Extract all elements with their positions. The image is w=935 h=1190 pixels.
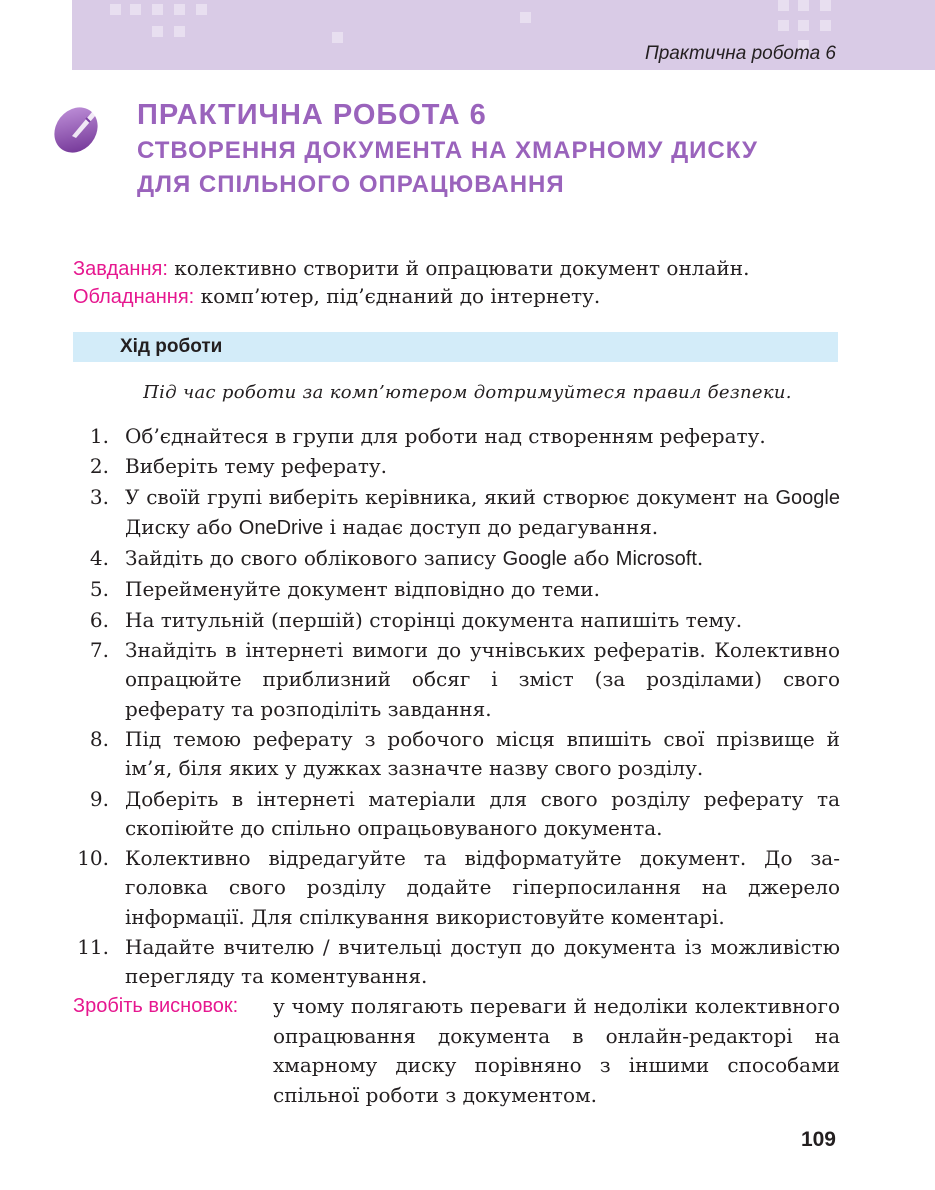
- decor-square: [820, 0, 831, 11]
- list-item: 5. Перейменуйте документ відповідно до теми.: [89, 577, 600, 602]
- list-item: 7. Знайдіть в інтернеті вимоги до учнівських рефератів. Колективно опрацюйте приблизний обсяг і зміст (за розділами) свого реферату та розподіліть завдання.: [89, 638, 840, 721]
- task-line: [73, 254, 749, 283]
- decor-square: [174, 4, 185, 15]
- decor-square: [778, 20, 789, 31]
- decor-square: [520, 12, 531, 23]
- practical-work-title: ПРАКТИЧНА РОБОТА 6: [137, 99, 487, 131]
- decor-square: [820, 20, 831, 31]
- decor-square: [798, 20, 809, 31]
- progress-heading: Хід роботи: [120, 336, 223, 357]
- list-item: 6. На титульній (першій) сторінці документа напишіть тему.: [89, 607, 743, 632]
- decor-square: [798, 0, 809, 11]
- decor-square: [152, 4, 163, 15]
- task-label: Завдання:: [73, 258, 168, 280]
- list-item: 3. У своїй групі виберіть керівника, який створює документ на Google Диску або OneDrive і надає доступ до редагування.: [89, 484, 840, 539]
- conclusion-label: Зробіть висновок:: [73, 995, 239, 1017]
- practical-work-subtitle-line2: ДЛЯ СПІЛЬНОГО ОПРАЦЮВАННЯ: [137, 171, 565, 198]
- page-number: 109: [800, 1128, 836, 1151]
- decor-square: [196, 4, 207, 15]
- equipment-label: Обладнання:: [73, 286, 195, 308]
- list-item: 10. Колективно відредагуйте та відформатуйте документ. До заголовка свого розділу додайте гіперпосилання на джерело інформації. Для спілкування використовуйте коментарі.: [77, 846, 840, 929]
- decor-square: [174, 26, 185, 37]
- practical-work-subtitle-line1: СТВОРЕННЯ ДОКУМЕНТА НА ХМАРНОМУ ДИСКУ: [137, 137, 758, 164]
- decor-square: [332, 32, 343, 43]
- decor-square: [110, 4, 121, 15]
- list-item: 8. Під темою реферату з робочого місця впишіть свої прізвище й ім’я, біля яких у дужках зазначте назву свого розділу.: [89, 726, 840, 781]
- list-item: 4. Зайдіть до свого облікового запису Google або Microsoft.: [89, 546, 704, 571]
- equipment-text: комп’ютер, під’єднаний до інтернету.: [194, 284, 601, 308]
- pencil-mouse-icon: [50, 96, 106, 156]
- task-text: колективно створити й опрацювати документ онлайн.: [167, 256, 750, 280]
- decor-square: [152, 26, 163, 37]
- decor-square: [778, 0, 789, 11]
- progress-heading-bar: [73, 332, 838, 362]
- equipment-line: [73, 282, 600, 311]
- steps-list: [73, 422, 840, 993]
- list-item: 1. Об’єднайтеся в групи для роботи над створенням реферату.: [89, 424, 766, 448]
- list-item: 9. Доберіть в інтернеті матеріали для свого розділу реферату та скопіюйте до спільно опрацьовуваного документа.: [89, 786, 840, 840]
- list-item: 2. Виберіть тему реферату.: [89, 454, 388, 479]
- list-item: 11. Надайте вчителю / вчительці доступ до документа із можливістю перегляду та коментування.: [77, 935, 840, 989]
- running-title: Практична робота 6: [644, 43, 836, 64]
- safety-note: Під час роботи за комп’ютером дотримуйтеся правил безпеки.: [143, 382, 792, 403]
- decor-square: [130, 4, 141, 15]
- conclusion-text: у чому полягають переваги й недоліки колективного опрацювання документа в онлайн-редакторі на хмарному диску порівняно з іншими способами спільної роботи з документом.: [273, 994, 840, 1107]
- title-block: [137, 96, 758, 202]
